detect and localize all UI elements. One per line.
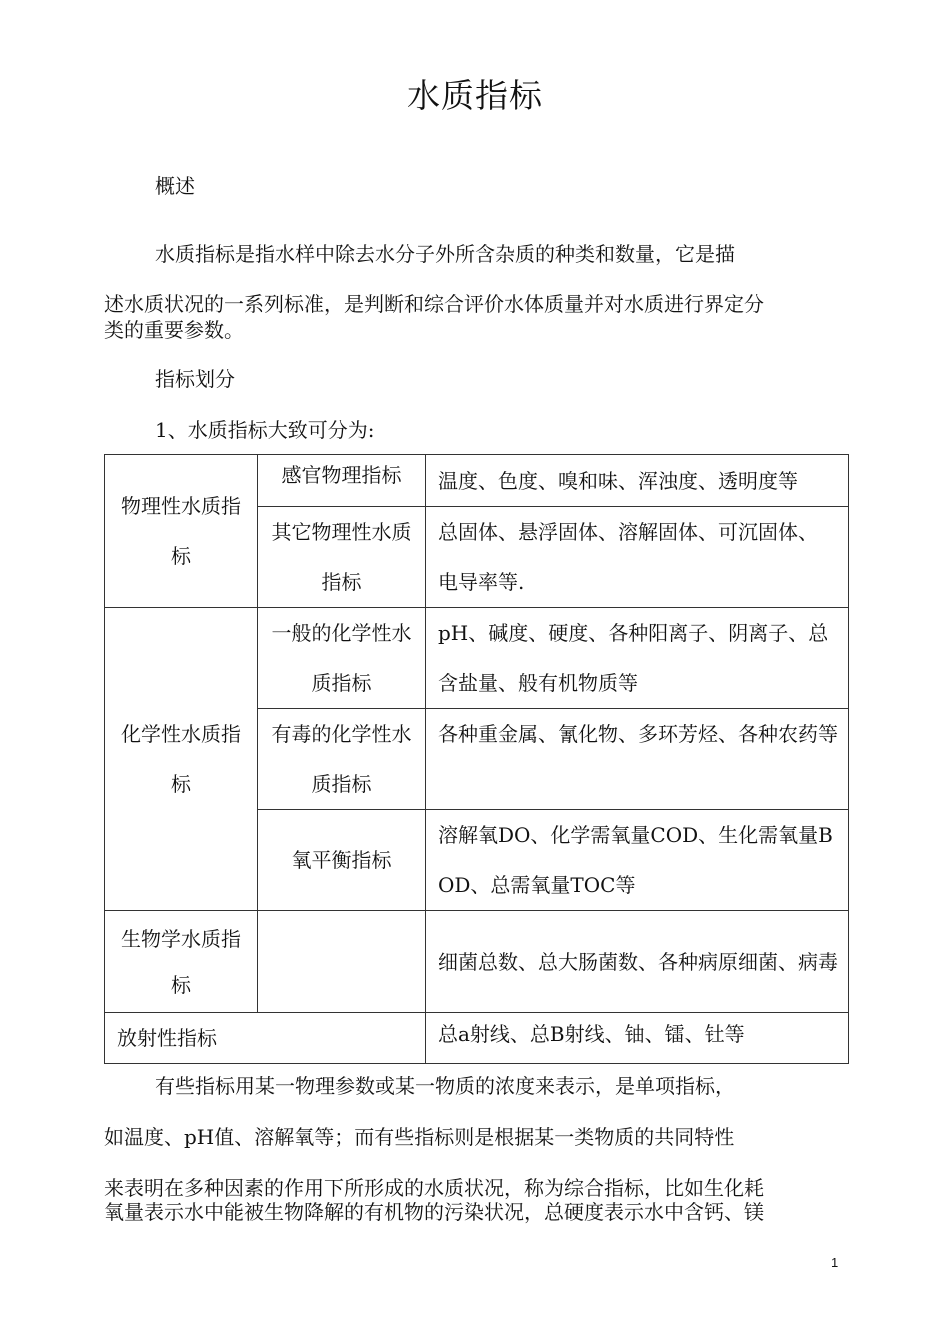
list-intro: 1、水质指标大致可分为: <box>155 418 375 442</box>
table-cell-subtype: 氧平衡指标 <box>258 810 426 911</box>
page-title: 水质指标 <box>407 76 543 115</box>
paragraph-line: 水质指标是指水样中除去水分子外所含杂质的种类和数量，它是描 <box>155 242 735 266</box>
water-quality-indicator-table <box>104 454 849 1064</box>
paragraph-line: 类的重要参数。 <box>104 318 244 342</box>
paragraph-line: 述水质状况的一系列标准，是判断和综合评价水体质量并对水质进行界定分 <box>104 292 764 316</box>
table-cell-subtype: 感官物理指标 <box>258 455 426 507</box>
table-cell-group: 放射性指标 <box>105 1013 426 1064</box>
table-cell-items: 细菌总数、总大肠菌数、各种病原细菌、病毒 <box>426 911 849 1013</box>
table-cell-items: 各种重金属、氰化物、多环芳烃、各种农药等 <box>426 709 849 810</box>
paragraph-line: 来表明在多种因素的作用下所形成的水质状况，称为综合指标，比如生化耗 <box>104 1176 764 1200</box>
section-heading-division: 指标划分 <box>155 367 235 391</box>
paragraph-line: 有些指标用某一物理参数或某一物质的浓度来表示，是单项指标， <box>155 1074 735 1098</box>
page-number: 1 <box>831 1255 839 1270</box>
table-cell-group: 生物学水质指标 <box>105 911 258 1013</box>
table-cell-subtype: 有毒的化学性水质指标 <box>258 709 426 810</box>
table-cell-subtype: 其它物理性水质指标 <box>258 507 426 608</box>
table-row <box>105 455 849 507</box>
table-cell-items: 总a射线、总B射线、铀、镭、钍等 <box>426 1013 849 1064</box>
table-cell-items: pH、碱度、硬度、各种阳离子、阴离子、总含盐量、般有机物质等 <box>426 608 849 709</box>
table-cell-group: 化学性水质指标 <box>105 608 258 911</box>
table-cell-group: 物理性水质指标 <box>105 455 258 608</box>
section-heading-overview: 概述 <box>155 174 195 198</box>
paragraph-line: 氧量表示水中能被生物降解的有机物的污染状况，总硬度表示水中含钙、镁 <box>104 1200 764 1224</box>
table-row <box>105 608 849 709</box>
table-cell-subtype: 一般的化学性水质指标 <box>258 608 426 709</box>
table-cell-items: 总固体、悬浮固体、溶解固体、可沉固体、电导率等. <box>426 507 849 608</box>
table-row <box>105 911 849 1013</box>
table-row <box>105 1013 849 1064</box>
table-cell-items: 溶解氧DO、化学需氧量COD、生化需氧量BOD、总需氧量TOC等 <box>426 810 849 911</box>
table-cell-subtype <box>258 911 426 1013</box>
table-cell-items: 温度、色度、嗅和味、浑浊度、透明度等 <box>426 455 849 507</box>
paragraph-line: 如温度、pH值、溶解氧等；而有些指标则是根据某一类物质的共同特性 <box>104 1125 735 1149</box>
